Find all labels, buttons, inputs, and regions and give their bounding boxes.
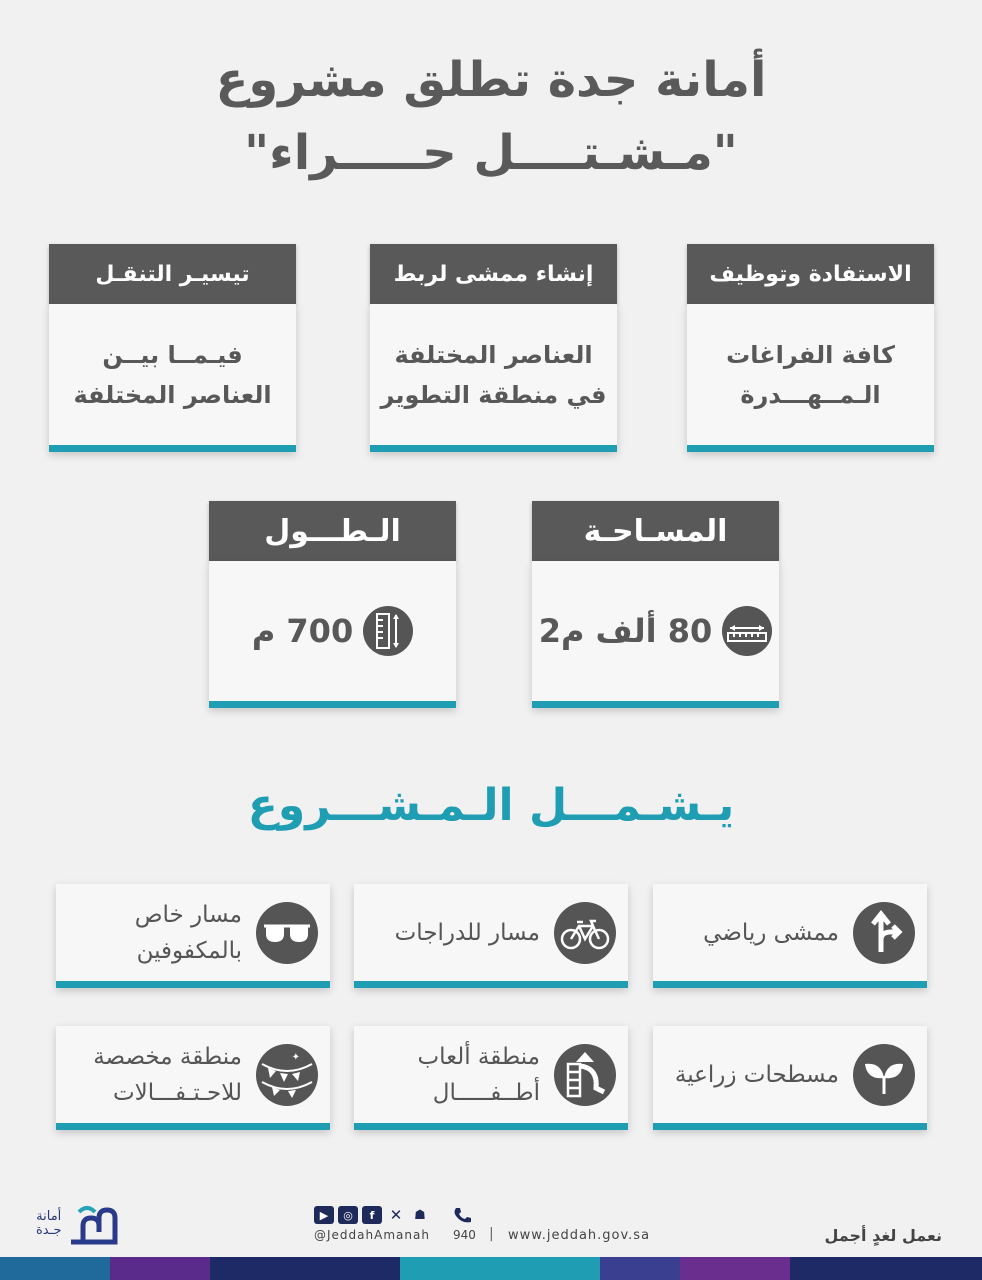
card-body: العناصر المختلفة في منطقة التطوير [370,304,617,452]
website-link[interactable]: www.jeddah.gov.sa [508,1228,651,1243]
card-header: المسـاحـة [532,501,779,561]
x-twitter-icon[interactable]: ✕ [389,1206,403,1224]
phone-number[interactable]: 940 [453,1228,476,1242]
sunglasses-icon [256,902,318,964]
stat-card-length [209,501,456,708]
card-body: كافة الفراغات الـمــهـــدرة [687,304,934,452]
info-card-ease-movement [49,244,296,452]
area-value: 80 ألف م2 [538,612,713,650]
jeddah-amanah-logo: أمانة جـدة [36,1202,121,1246]
footer-separator: | [489,1226,494,1242]
social-icons [314,1206,430,1224]
feature-kids-play: منطقة ألعاب أطــفـــــال [354,1026,628,1130]
card-header: الاستفادة وتوظيف [687,244,934,304]
phone-icon [452,1206,472,1228]
area-ruler-icon [722,606,772,656]
feature-bike-lane: مسار للدراجات [354,884,628,988]
card-body: فيـمــا بيــن العناصر المختلفة [49,304,296,452]
feature-sports-walkway: ممشى رياضي [653,884,927,988]
slogan: نعمل لغدٍ أجمل [824,1226,942,1245]
social-handle[interactable]: @JeddahAmanah [314,1228,430,1242]
bicycle-icon [554,902,616,964]
page-title-line2: "مـشـتــــل حـــــراء" [244,125,738,181]
brand-color-stripe [0,1257,982,1280]
celebration-icon [256,1044,318,1106]
card-header: إنشاء ممشى لربط [370,244,617,304]
feature-green-areas: مسطحات زراعية [653,1026,927,1130]
card-header: الـطـــول [209,501,456,561]
info-card-utilize-spaces [687,244,934,452]
length-value: 700 م [251,612,354,650]
youtube-icon[interactable]: ▶ [314,1206,334,1224]
feature-blind-path: مسار خاص بالمكفوفين [56,884,330,988]
card-body [532,561,779,708]
svg-text:✦: ✦ [291,1051,300,1063]
jeddah-logo-mark-icon [65,1202,121,1246]
slide-icon [554,1044,616,1106]
feature-celebration-area: ✦ منطقة مخصصة للاحـتـفـــالات [56,1026,330,1130]
length-ruler-icon [363,606,413,656]
facebook-icon[interactable]: f [362,1206,382,1224]
stat-card-area [532,501,779,708]
snapchat-icon[interactable]: ☗ [414,1207,426,1223]
instagram-icon[interactable]: ◎ [338,1206,358,1224]
walkway-arrow-icon [853,902,915,964]
page-title-line1: أمانة جدة تطلق مشروع [215,52,767,108]
section-title: يـشـمـــل الـمـشـــروع [247,780,735,831]
card-body [209,561,456,708]
sprout-icon [853,1044,915,1106]
card-header: تيسيـر التنقـل [49,244,296,304]
info-card-walkway-link [370,244,617,452]
